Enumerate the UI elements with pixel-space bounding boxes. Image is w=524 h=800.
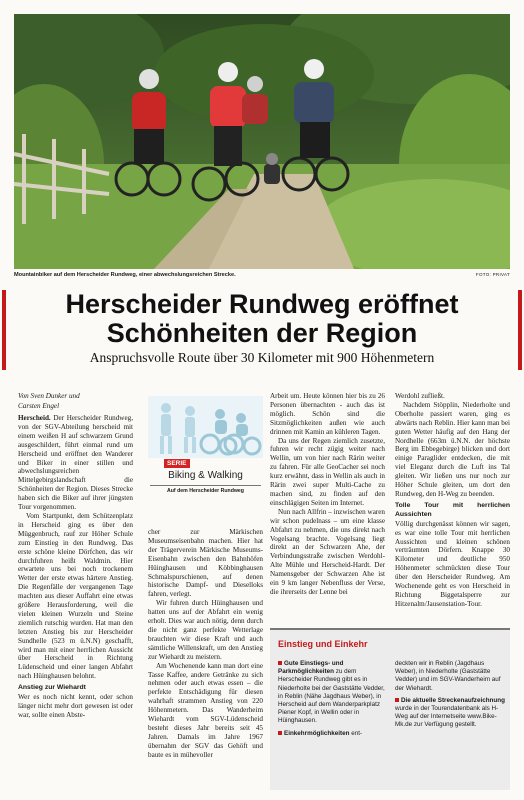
bullet-text: ent- bbox=[351, 729, 363, 737]
author-byline bbox=[18, 392, 133, 411]
section-subhead: Anstieg zur Wiehardt bbox=[18, 684, 86, 692]
section-subhead: Tolle Tour mit herrlichen Aussichten bbox=[395, 501, 510, 518]
paragraph: Arbeit um. Heute können hier bis zu 26 Personen übernachten - auch das ist möglich. Schön sind die Sitzmöglichkeiten außen wie auch drinnen mit Kamin an kühleren Tagen. bbox=[270, 392, 385, 436]
paragraph: Nachdem Stöpplin, Niederholte und Oberholte passiert waren, ging es abwärts nach Reblin. Hier kann man bei guten Wetter häufig auf den Hang der Nordhelle (663m ü.N.N. der höchste Berg im Ebbegebirge) blicken und dort einige Paraglider entdecken, die mit viel Eleganz durch die Luft ins Tal gleiten. Wir ließen uns nur noch zur Höher Schule gleiten, um dort den Rundweg, den H-Weg zu beenden. bbox=[395, 400, 510, 498]
serie-tag: SERIE bbox=[164, 459, 190, 468]
paragraph-text: Der Herscheider Rundweg, von der SGV-Abteilung herscheid mit einem weißen H auf schwarzem Grund ausgeschildert, führt einmal rund um Herscheid und eröffnet den Wanderer und Biker in einer stillen und abwechslungsreichen Mittelgebirgslandschaft die Schönheiten der Region. Dieses Strecke haben sich die Biker auf ihrer jüngsten Tour vorgenommen. bbox=[18, 414, 133, 512]
paragraph: Nun nach Allfrin – inzwischen waren wir schon pudelnass – um eine klasse Abfahrt zu nehmen, die uns direkt nach Vogelsang brachte. Vogelsang liegt direkt an der Schwarzen Ahe, der Verbindungsstraße zwischen Werdohl-Alte Mühle und Herscheid-Hardt. Der Namensgeber der Schwarzen Ahe ist ein 9 km langer Nebenfluss der Verse, die ihrerseits der Lenne bei bbox=[270, 507, 385, 596]
info-box-rule bbox=[270, 628, 510, 630]
article-column-4 bbox=[395, 392, 510, 609]
info-box-title: Einstieg und Einkehr bbox=[278, 639, 368, 649]
serie-divider bbox=[150, 485, 261, 486]
article-subheadline: Anspruchsvolle Route über 30 Kilometer mit 900 Höhenmetern bbox=[89, 350, 435, 365]
serie-title: Biking & Walking bbox=[168, 470, 243, 481]
paragraph: cher zur Märkischen Museumseisenbahn machen. Hier hat der Trägerverein Märkische Museums-Eisenbahn zwischen den Bahnhöfen Hüinghausen und Köbbinghausen Schmalspurschienen, auf denen historische Dampf- und Dieselloks fahren, verlegt. bbox=[148, 528, 263, 599]
paragraph: Am Wochenende kann man dort eine Tasse Kaffee, andere Getränke zu sich nehmen oder auch etwas essen – die perfekte Entschädigung für diesen wahrhaft strammen Anstieg von 220 Höhenmetern. Das Wanderheim Wiehardt vom SGV-Lüdenscheid besteht dieses Jahr bereits seit 45 Jahren. Damals im Jahre 1967 übernahm der SGV das Gehöft und baute es in mühevoller bbox=[148, 661, 263, 759]
bullet-text: wurde in der Tourendatenbank als H-Weg auf der Internetseite www.Bike-Mk.de zur Verfügung gestellt. bbox=[395, 705, 499, 729]
paragraph bbox=[18, 414, 133, 512]
left-accent-bar bbox=[2, 290, 6, 370]
paragraph: Vom Startpunkt, dem Schützenplatz in Herscheid ging es über den Müggenbruch, rauf zur Höher Schule zum Einstieg in den Rundweg. Das erste schöne kleine Dörfchen, das wir durchfuhren heißt Waldmin. Hier erwartete uns bei noch trockenem Wetter der erste etwas härtere Anstieg. Die Regenfälle der vergangenen Tage machten aus dieser Auffahrt eine etwas größere Herausforderung, weil die vielen kleinen Wurzeln und Steine ziemlich rutschig wurden. Hat man den letzten Anstieg bis zur Herscheider Sundhelle (523 m ü.N.N) geschafft, wird man mit einer herrlichen Aussicht über Herscheid in Richtung Lüdenscheid und einer langen Abfahrt nach Hüinghausen belohnt. bbox=[18, 511, 133, 681]
paragraph: Da uns der Regen ziemlich zusetzte, fuhren wir recht zügig weiter nach Wellin, um von hier nach Rärin weiter zu fahren. Für alle GeoCacher sei noch kurz erwähnt, dass in Wellin als auch in Rärin zwei super Multi-Cache zu machen sind, zu finden auf den einschlägigen Seiten im Internet. bbox=[270, 436, 385, 507]
serie-teaser bbox=[148, 396, 263, 503]
caption-text: Mountainbiker auf dem Herscheider Rundweg, einer abwechslungsreichen Strecke. bbox=[14, 272, 236, 278]
info-bullet bbox=[278, 730, 388, 738]
bullet-bold: Die aktuelle Streckenaufzeichnung bbox=[401, 696, 505, 704]
info-box-left-column bbox=[278, 660, 388, 742]
mountainbikers-image bbox=[14, 14, 510, 269]
paragraph: Werdohl zufließt. bbox=[395, 392, 445, 400]
paragraph: Wer es noch nicht kennt, oder schon länger nicht mehr dort gewesen ist oder war, sollte einen Abste- bbox=[18, 693, 133, 719]
info-box bbox=[270, 628, 510, 790]
info-bullet bbox=[395, 697, 505, 730]
article-column-1 bbox=[18, 392, 133, 720]
info-paragraph: deckten wir in Reblin (Jagdhaus Weber), in Niederholte (Gaststätte Vedder) und im SGV-Wanderheim auf der Wiehardt. bbox=[395, 660, 501, 692]
article-column-3 bbox=[270, 392, 385, 597]
square-bullet-icon bbox=[278, 661, 282, 665]
article-column-2 bbox=[148, 528, 263, 760]
right-accent-bar bbox=[518, 290, 522, 370]
cyclists-photo bbox=[14, 14, 510, 269]
square-bullet-icon bbox=[395, 698, 399, 702]
author-line-2: Carsten Engel bbox=[18, 401, 60, 410]
photo-caption bbox=[14, 272, 510, 281]
bullet-bold: Gute Einstiegs- und Parkmöglichkeiten bbox=[278, 660, 344, 676]
info-box-right-column bbox=[395, 660, 505, 734]
bullet-text: zu dem Herscheider Rundweg gibt es in Niederholte bei der Gaststätte Vedder, in Reblin (Nähe Jagdhaus Weber), in Herscheid auf dem Wanderparkplatz Piener Kopf, in Wellin oder in Hüinghausen. bbox=[278, 668, 385, 725]
dateline: Herscheid. bbox=[18, 414, 51, 422]
info-bullet bbox=[278, 660, 388, 726]
square-bullet-icon bbox=[278, 731, 282, 735]
article-headline bbox=[14, 290, 510, 348]
paragraph: Völlig durchgenässt können wir sagen, es war eine tolle Tour mit herrlichen Aussichten und kleinen schönen verträumten Dörfern. Knappe 30 Kilometer und deutliche 950 Höhenmeter schmückten diese Tour über den Herscheider Rundweg. Am Wochenende geht es von Herscheid in Richtung Biggetalsperre zur Hitzenalm/Jausenstation-Tour. bbox=[395, 519, 510, 608]
paragraph: Wir fuhren durch Hüinghausen und hatten uns auf der Abfahrt ein wenig erholt. Dies war auch nötig, denn durch die nicht ganz perfekte Wetterlage brauchten wir diese Kraft und auch sämtliche Willenskraft, um den Anstieg zur Wiehardt zu meistern. bbox=[148, 599, 263, 661]
serie-subtitle: Auf dem Herscheider Rundweg bbox=[167, 488, 244, 494]
author-line-1: Von Sven Dunker und bbox=[18, 392, 80, 400]
photo-credit: FOTO: PRIVAT bbox=[475, 272, 510, 277]
biking-walking-icon bbox=[148, 396, 263, 458]
headline-line-2: Schönheiten der Region bbox=[106, 318, 418, 348]
headline-line-1: Herscheider Rundweg eröffnet bbox=[65, 289, 459, 319]
bullet-bold: Einkehrmöglichkeiten bbox=[284, 729, 350, 737]
